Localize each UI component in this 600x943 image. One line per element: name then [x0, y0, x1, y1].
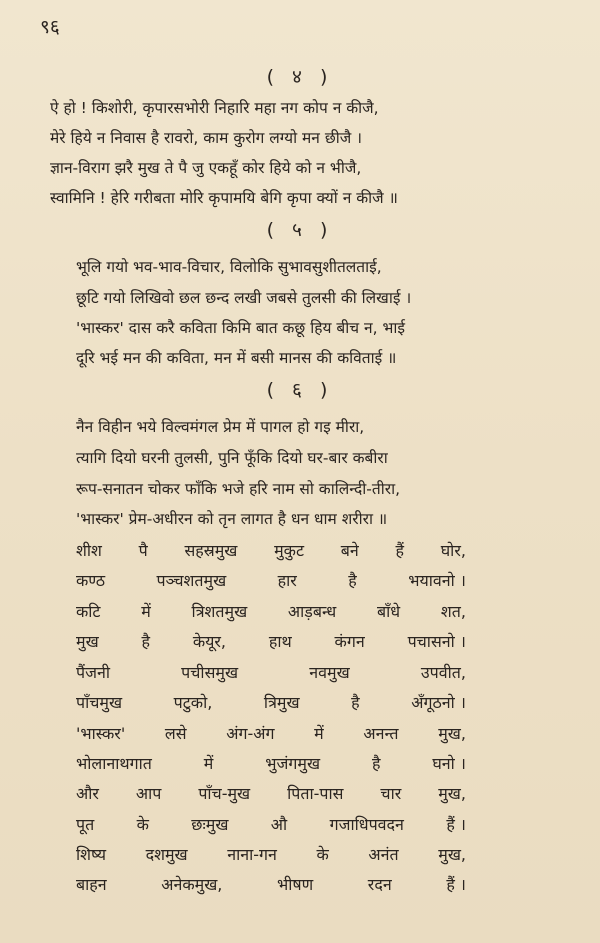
kavitt-word: पचीसमुख — [181, 663, 239, 682]
kavitt-word: चार — [380, 784, 402, 803]
section-number: ( ५ ) — [266, 219, 334, 241]
kavitt-line — [76, 749, 466, 779]
kavitt-word: मुख, — [438, 845, 466, 864]
kavitt-line — [76, 870, 466, 900]
kavitt-word: में — [314, 724, 324, 743]
kavitt-word: कण्ठ — [76, 571, 106, 590]
kavitt-word: कंगन — [334, 632, 365, 651]
kavitt-word: शत, — [440, 602, 466, 621]
kavitt-word: सहस्रमुख — [184, 541, 238, 560]
kavitt-word: पटुको, — [173, 693, 213, 712]
kavitt-word: भयावनो । — [408, 571, 466, 590]
kavitt-word: पैंजनी — [76, 663, 110, 682]
kavitt-word: बाहन — [76, 875, 107, 894]
kavitt-word: अनेकमुख, — [161, 875, 223, 894]
kavitt-word: अनन्त — [363, 724, 399, 743]
verse-line: स्वामिनि ! हेरि गरीबता मोरि कृपामयि बेगि कृपा क्यों न कीजै ॥ — [50, 189, 398, 207]
kavitt-word: घोर, — [440, 541, 466, 560]
kavitt-word: त्रिशतमुख — [191, 602, 248, 621]
kavitt-line — [76, 597, 466, 627]
kavitt-word: रदन — [367, 875, 392, 894]
kavitt-word: घनो । — [432, 754, 466, 773]
kavitt-word: पचासनो । — [407, 632, 466, 651]
kavitt-word: भुजंगमुख — [265, 754, 321, 773]
verse-line: नैन विहीन भये विल्वमंगल प्रेम में पागल हो गइ मीरा, — [76, 418, 365, 436]
kavitt-word: आप — [135, 784, 162, 803]
kavitt-word: हैं — [395, 541, 404, 560]
kavitt-word: शिष्य — [76, 845, 106, 864]
kavitt-word: हाथ — [268, 632, 292, 651]
kavitt-line — [76, 658, 466, 688]
kavitt-word: लसे — [164, 724, 187, 743]
kavitt-word: पूत — [76, 815, 95, 834]
verse-line: छूटि गयो लिखिवो छल छन्द लखी जबसे तुलसी की लिखाई । — [76, 289, 412, 307]
kavitt-word: पाँच-मुख — [198, 784, 251, 803]
kavitt-word: भोलानाथगात — [76, 754, 152, 773]
section-number: ( ६ ) — [266, 379, 334, 401]
section-number: ( ४ ) — [266, 66, 334, 88]
kavitt-word: नवमुख — [309, 663, 350, 682]
kavitt-line — [76, 810, 466, 840]
kavitt-word: हार — [277, 571, 297, 590]
kavitt-word: बने — [340, 541, 359, 560]
kavitt-word: है — [348, 571, 357, 590]
kavitt-word: शीश — [76, 541, 102, 560]
kavitt-word: पञ्चशतमुख — [156, 571, 227, 590]
kavitt-word: के — [316, 845, 329, 864]
verse-line: 'भास्कर' दास करै कविता किमि बात कछू हिय बीच न, भाई — [76, 319, 405, 337]
verse-line: मेरे हिये न निवास है रावरो, काम कुरोग लग्यो मन छीजै । — [50, 129, 363, 147]
kavitt-word: अंग-अंग — [226, 724, 275, 743]
kavitt-line — [76, 719, 466, 749]
kavitt-word: है — [371, 754, 381, 773]
kavitt-word: त्रिमुख — [263, 693, 300, 712]
kavitt-word: गजाधिपवदन — [329, 815, 404, 834]
kavitt-word: पै — [138, 541, 148, 560]
kavitt-word: में — [203, 754, 214, 773]
kavitt-word: और — [76, 784, 99, 803]
kavitt-word: केयूर, — [192, 632, 227, 651]
kavitt-line — [76, 627, 466, 657]
kavitt-line — [76, 688, 466, 718]
verse-line: भूलि गयो भव-भाव-विचार, विलोकि सुभावसुशीतलताई, — [76, 258, 382, 276]
verse-line: 'भास्कर' प्रेम-अधीरन को तृन लागत है धन धाम शरीरा ॥ — [76, 510, 388, 528]
kavitt-word: है — [141, 632, 150, 651]
kavitt-word: 'भास्कर' — [76, 724, 126, 743]
page-number: ९६ — [40, 16, 60, 38]
kavitt-word: बाँधे — [376, 602, 401, 621]
verse-line: ज्ञान-विराग झरै मुख ते पै जु एकहूँ कोर हिये को न भीजै, — [50, 159, 362, 177]
verse-line: दूरि भई मन की कविता, मन में बसी मानस की कविताई ॥ — [76, 349, 397, 367]
kavitt-line — [76, 536, 466, 566]
kavitt-word: अनंत — [368, 845, 399, 864]
kavitt-word: छःमुख — [191, 815, 229, 834]
verse-line: ऐ हो ! किशोरी, कृपारसभोरी निहारि महा नग कोप न कीजै, — [50, 99, 379, 117]
verse-line: रूप-सनातन चोकर फाँकि भजे हरि नाम सो कालिन्दी-तीरा, — [76, 480, 401, 498]
kavitt-word: कटि — [76, 602, 101, 621]
kavitt-word: हैं । — [446, 875, 466, 894]
kavitt-word: पाँचमुख — [76, 693, 123, 712]
kavitt-word: औ — [270, 815, 288, 834]
kavitt-word: मुकुट — [274, 541, 305, 560]
kavitt-word: के — [136, 815, 149, 834]
kavitt-line — [76, 840, 466, 870]
kavitt-word: पिता-पास — [287, 784, 344, 803]
kavitt-word: में — [141, 602, 151, 621]
kavitt-line — [76, 779, 466, 809]
kavitt-word: है — [351, 693, 360, 712]
kavitt-word: आड़बन्ध — [287, 602, 337, 621]
kavitt-word: मुख — [76, 632, 99, 651]
kavitt-word: नाना-गन — [227, 845, 277, 864]
kavitt-word: उपवीत, — [420, 663, 466, 682]
kavitt-word: मुख, — [438, 784, 466, 803]
kavitt-word: भीषण — [276, 875, 314, 894]
kavitt-word: हैं । — [446, 815, 466, 834]
kavitt-word: दशमुख — [145, 845, 188, 864]
kavitt-word: अँगूठनो । — [411, 693, 466, 712]
kavitt-word: मुख, — [438, 724, 466, 743]
verse-line: त्यागि दियो घरनी तुलसी, पुनि फूँकि दियो घर-बार कबीरा — [76, 449, 388, 467]
kavitt-line — [76, 566, 466, 596]
